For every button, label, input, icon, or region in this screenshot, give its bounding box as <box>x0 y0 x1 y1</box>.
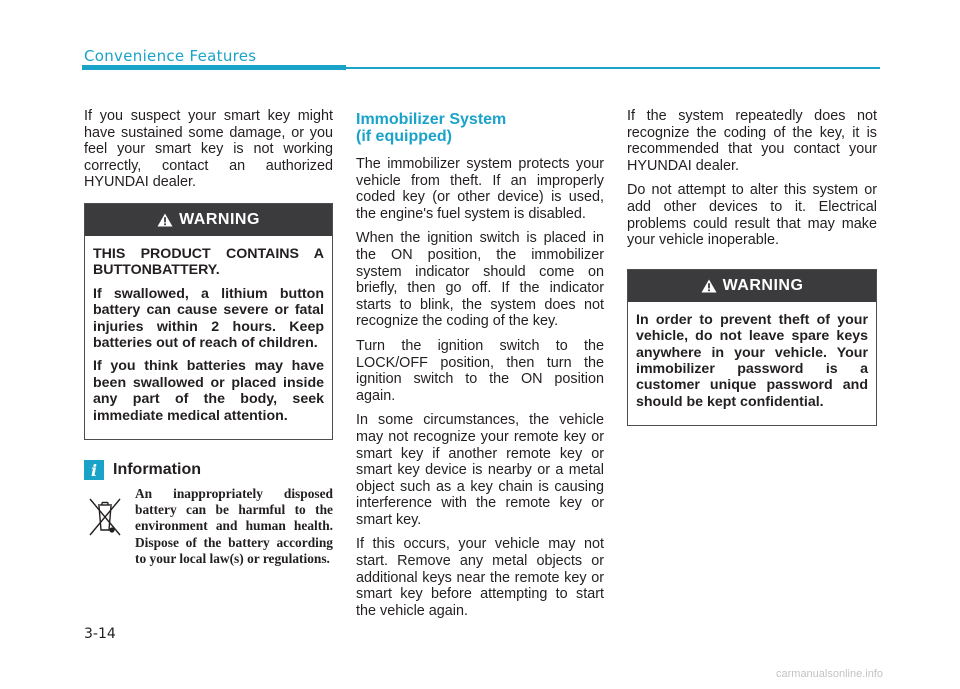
body-paragraph: If the system repeatedly does not recognize the coding of the key, it is recommended that you contact your HYUNDAI dealer. <box>627 108 877 174</box>
column-left <box>84 108 333 567</box>
warning-triangle-icon <box>157 213 173 227</box>
warning-paragraph: If swallowed, a lithium button battery can cause severe or fatal injuries within 2 hours. Keep batteries out of reach of children. <box>93 285 324 351</box>
body-paragraph: Turn the ignition switch to the LOCK/OFF position, then turn the ignition switch to the ON position again. <box>356 337 604 404</box>
title-line: Immobilizer System <box>356 111 507 128</box>
body-paragraph: Do not attempt to alter this system or add other devices to it. Electrical problems could result that may make your vehicle inoperable. <box>627 182 877 249</box>
immobilizer-title <box>356 111 604 145</box>
theft-warning-box <box>627 269 877 426</box>
section-title: Convenience Features <box>84 47 257 65</box>
body-paragraph: When the ignition switch is placed in the ON position, the immobilizer system indicator should come on briefly, then go off. If the indicator starts to blink, the system does not recognize the coding of the key. <box>356 230 604 330</box>
warning-paragraph: If you think batteries may have been swallowed or placed inside any part of the body, seek immediate medical attention. <box>93 358 324 424</box>
body-paragraph: If this occurs, your vehicle may not start. Remove any metal objects or additional keys near the remote key or smart key before attempting to start the vehicle again. <box>356 536 604 619</box>
warning-label: WARNING <box>179 210 260 228</box>
warning-header <box>628 270 876 302</box>
body-paragraph: In some circumstances, the vehicle may not recognize your remote key or smart key if another remote key or smart key device is nearby or a metal object such as a key chain is causing interference with the remote key or smart key. <box>356 412 604 528</box>
warning-body <box>85 236 332 439</box>
warning-paragraph: In order to prevent theft of your vehicle, do not leave spare keys anywhere in your vehicle. Your immobilizer password is a customer unique password and should be kept confidential. <box>636 311 868 410</box>
body-paragraph: The immobilizer system protects your vehicle from theft. If an improperly coded key (or other device) is used, the engine's fuel system is disabled. <box>356 156 604 222</box>
warning-header <box>85 204 332 236</box>
watermark: carmanualsonline.info <box>776 668 884 680</box>
header-rule-thick <box>82 65 346 70</box>
warning-paragraph: THIS PRODUCT CONTAINS A BUTTONBATTERY. <box>93 245 324 279</box>
header-rule-thin <box>346 67 880 69</box>
information-text: An inappropriately disposed battery can be harmful to the environment and human health. Dispose of the battery according to your local law(s) or regulations. <box>135 486 333 566</box>
warning-triangle-icon <box>701 279 717 293</box>
intro-paragraph: If you suspect your smart key might have sustained some damage, or you feel your smart key is not working correctly, contact an authorized HYUNDAI dealer. <box>84 108 333 191</box>
column-right <box>627 108 877 426</box>
warning-label: WARNING <box>722 276 804 294</box>
warning-body <box>628 302 876 425</box>
information-heading <box>84 460 333 480</box>
crossed-out-bin-icon <box>88 496 122 538</box>
column-middle <box>356 111 604 627</box>
information-body <box>84 486 333 567</box>
title-line: (if equipped) <box>356 128 452 145</box>
page-number: 3-14 <box>84 626 116 642</box>
info-icon: i <box>84 460 104 480</box>
battery-warning-box <box>84 203 333 440</box>
information-title: Information <box>113 461 201 479</box>
